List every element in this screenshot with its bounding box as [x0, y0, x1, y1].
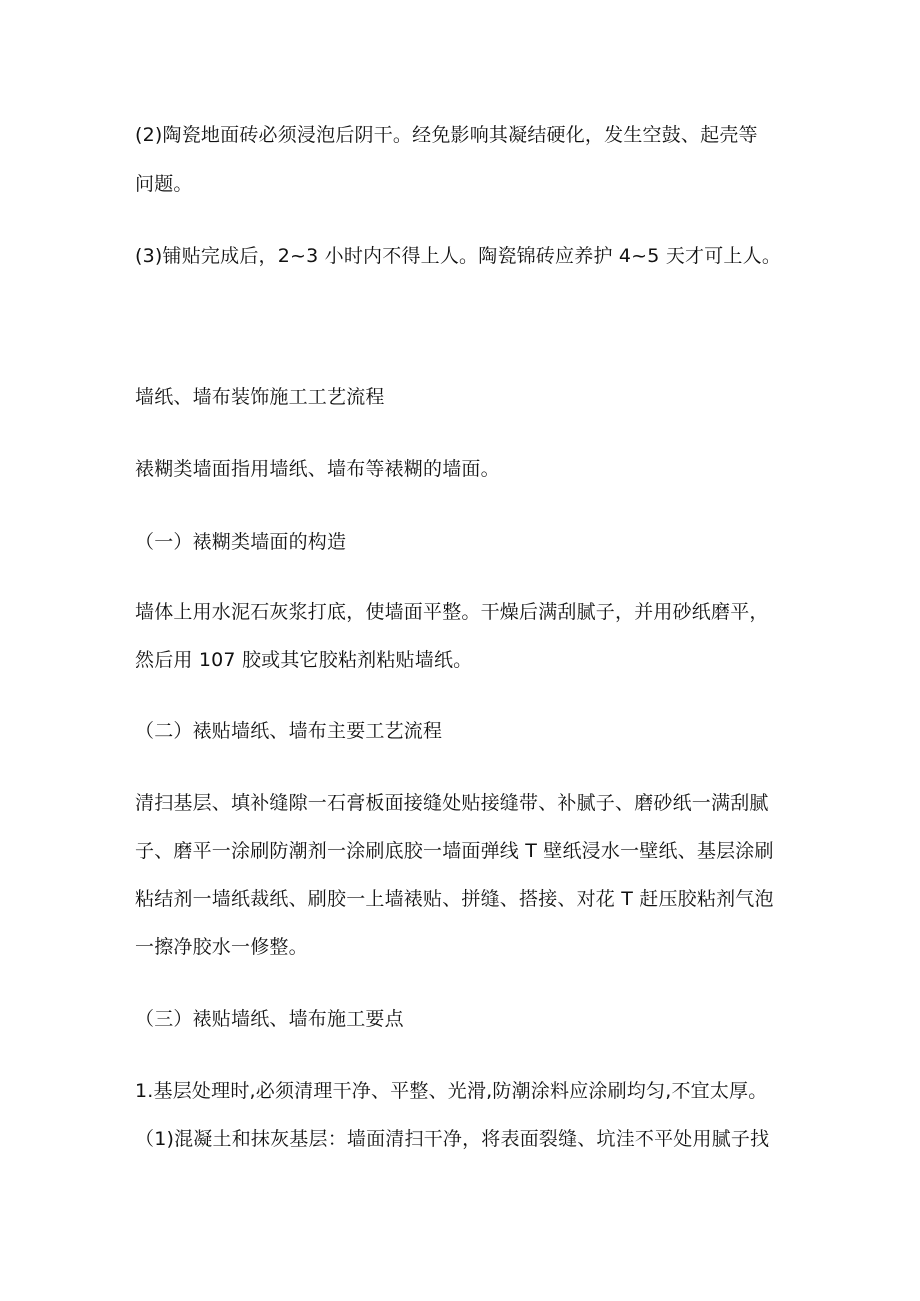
text-line-10: 清扫基层、填补缝隙一石膏板面接缝处贴接缝带、补腻子、磨砂纸一满刮腻 — [135, 792, 769, 814]
text-line-2: 问题。 — [135, 173, 193, 195]
text-line-3: (3)铺贴完成后，2~3 小时内不得上人。陶瓷锦砖应养护 4~5 天才可上人。 — [135, 245, 782, 267]
subheading-1: （一）裱糊类墙面的构造 — [135, 531, 347, 553]
text-line-11: 子、磨平一涂刷防潮剂一涂刷底胶一墙面弹线 T 壁纸浸水一壁纸、基层涂刷 — [135, 840, 774, 862]
text-line-13: 一擦净胶水一修整。 — [135, 936, 308, 958]
subheading-3: （三）裱贴墙纸、墙布施工要点 — [135, 1008, 404, 1030]
text-line-16: （1)混凝土和抹灰基层：墙面清扫干净，将表面裂缝、坑洼不平处用腻子找 — [135, 1128, 770, 1150]
subheading-2: （二）裱贴墙纸、墙布主要工艺流程 — [135, 720, 443, 742]
text-line-1: (2)陶瓷地面砖必须浸泡后阴干。经免影响其凝结硬化，发生空鼓、起壳等 — [135, 124, 758, 146]
text-line-15: 1.基层处理时,必须清理干净、平整、光滑,防潮涂料应涂刷均匀,不宜太厚。 — [135, 1080, 768, 1102]
section-heading: 墙纸、墙布装饰施工工艺流程 — [135, 386, 385, 408]
text-line-5: 裱糊类墙面指用墙纸、墙布等裱糊的墙面。 — [135, 458, 500, 480]
text-line-7: 墙体上用水泥石灰浆打底，使墙面平整。干燥后满刮腻子，并用砂纸磨平， — [135, 601, 769, 623]
text-line-8: 然后用 107 胶或其它胶粘剂粘贴墙纸。 — [135, 649, 473, 671]
text-line-12: 粘结剂一墙纸裁纸、刷胶一上墙裱贴、拼缝、搭接、对花 T 赶压胶粘剂气泡 — [135, 888, 774, 910]
